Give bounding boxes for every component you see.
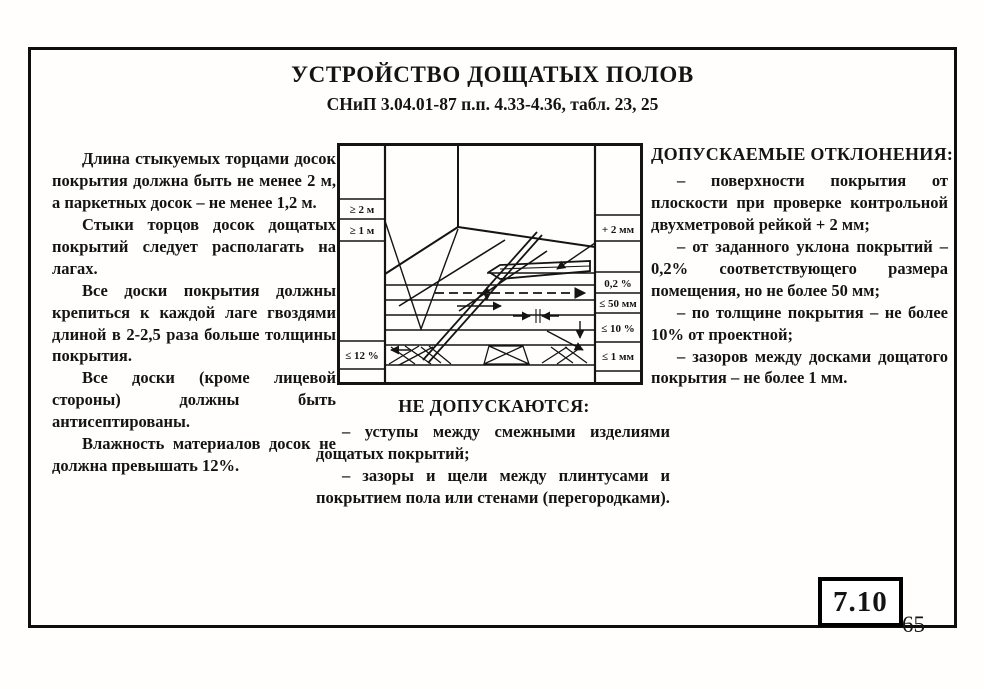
- tolerance-item: – по толщине покрытия – не более 10% от проектной;: [651, 302, 948, 344]
- not-allowed-list: [316, 421, 670, 509]
- diagram-linework: [339, 145, 642, 384]
- tolerance-item: – от заданного уклона покрытий – 0,2% соответствующего размера помещения, но не более 50 мм;: [651, 236, 948, 300]
- rule-paragraph: Влажность материалов досок не должна превышать 12%.: [52, 434, 336, 476]
- diagram-label-02pct: 0,2 %: [604, 278, 632, 290]
- rule-paragraph: Длина стыкуемых торцами досок покрытия должна быть не менее 2 м, а паркетных досок – не менее 1,2 м.: [52, 149, 336, 212]
- floor-diagram: [337, 143, 643, 385]
- not-allowed-heading: НЕ ДОПУСКАЮТСЯ:: [398, 396, 590, 416]
- tolerances-heading: ДОПУСКАЕМЫЕ ОТКЛОНЕНИЯ:: [651, 144, 954, 164]
- tolerances-column: [651, 144, 954, 389]
- tolerance-item: – зазоров между досками дощатого покрытия – не более 1 мм.: [651, 346, 948, 388]
- page-subtitle: СНиП 3.04.01-87 п.п. 4.33-4.36, табл. 23, 25: [326, 94, 659, 114]
- section-number-badge: 7.10: [818, 577, 903, 627]
- rule-paragraph: Стыки торцов досок дощатых покрытий следует располагать на лагах.: [52, 214, 336, 278]
- page-title: УСТРОЙСТВО ДОЩАТЫХ ПОЛОВ: [291, 62, 694, 87]
- rule-paragraph: Все доски (кроме лицевой стороны) должны быть антисептированы.: [52, 368, 336, 432]
- diagram-label-max-12pct: ≤ 12 %: [345, 350, 379, 362]
- tolerance-item: – поверхности покрытия от плоскости при проверке контрольной двухметровой рейкой + 2 мм;: [651, 171, 948, 234]
- diagram-label-max-50mm: ≤ 50 мм: [599, 298, 637, 310]
- not-allowed-item: – уступы между смежными изделиями дощатых покрытий;: [316, 422, 670, 463]
- diagram-label-max-1mm: ≤ 1 мм: [601, 351, 635, 363]
- rule-paragraph: Все доски покрытия должны крепиться к каждой лаге гвоздями длиной в 2-2,5 раза больше толщины покрытия.: [52, 280, 336, 366]
- diagram-label-min-2m: ≥ 2 м: [349, 204, 375, 216]
- not-allowed-item: – зазоры и щели между плинтусами и покрытием пола или стенами (перегородками).: [316, 465, 670, 507]
- rules-column: [52, 148, 336, 477]
- diagram-label-max-10pct: ≤ 10 %: [601, 323, 635, 335]
- diagram-label-min-1m: ≥ 1 м: [349, 225, 375, 237]
- page-number: 65: [902, 612, 925, 637]
- diagram-label-plus-2mm: + 2 мм: [601, 224, 635, 236]
